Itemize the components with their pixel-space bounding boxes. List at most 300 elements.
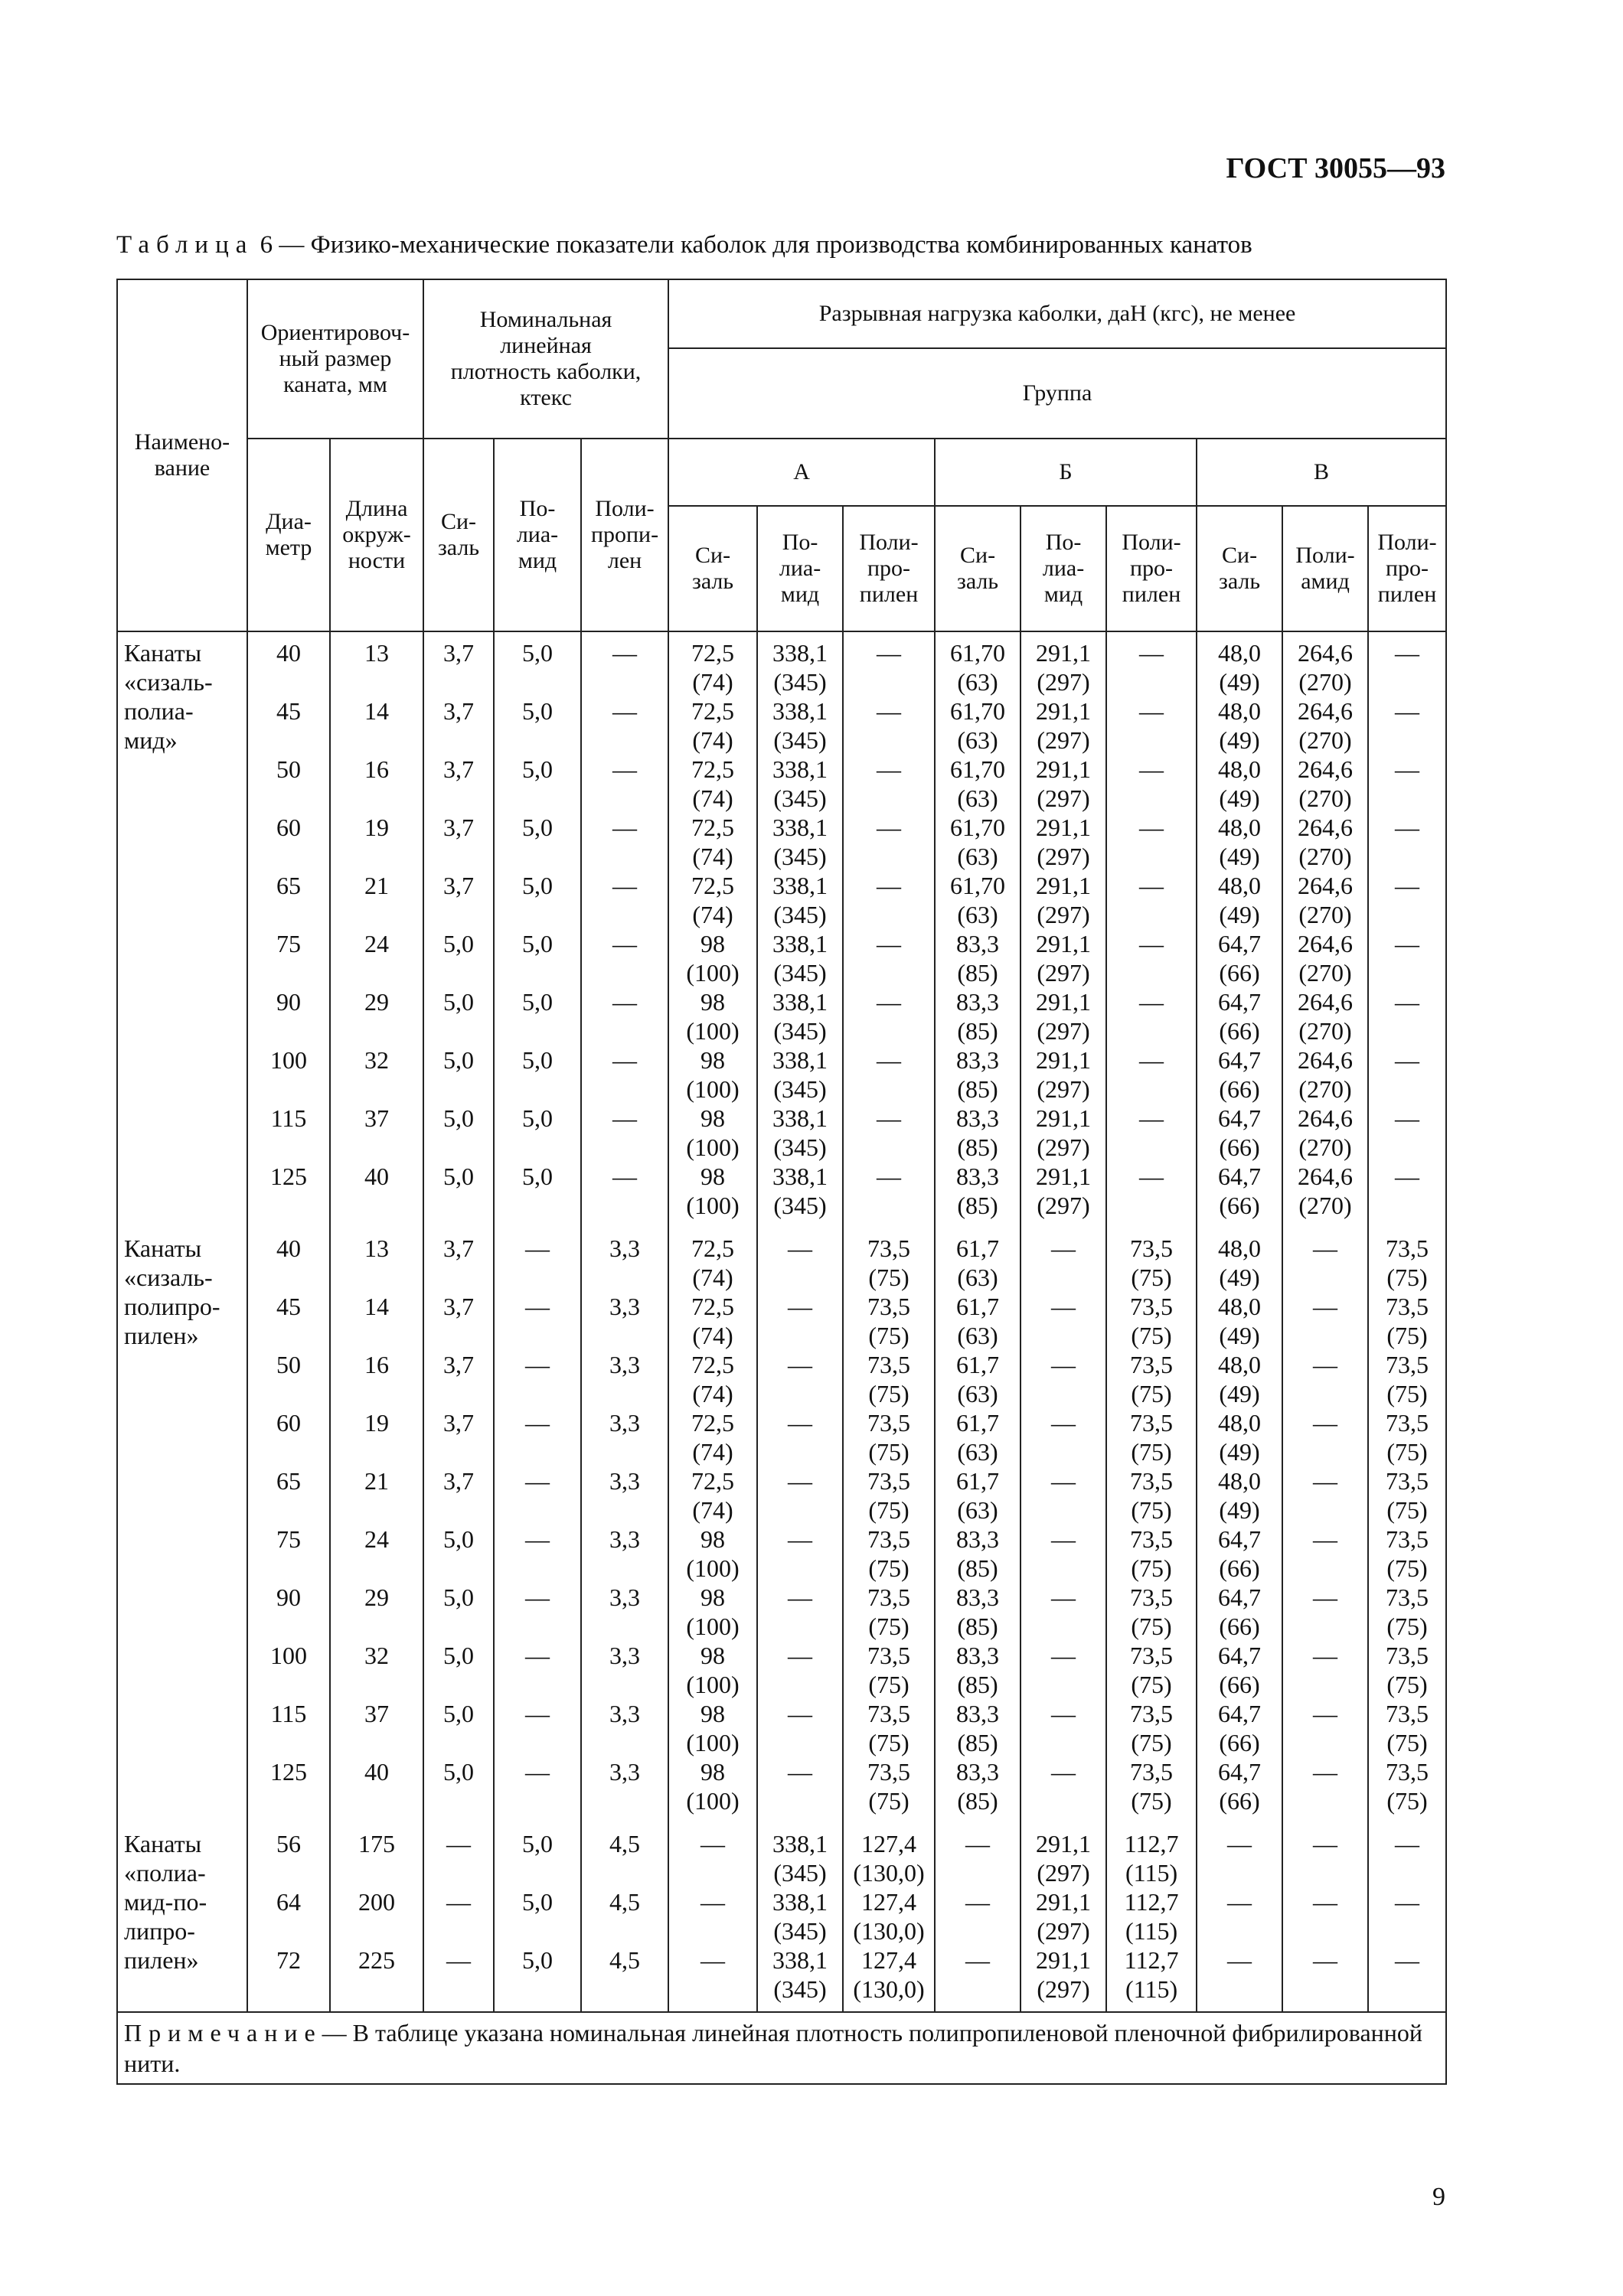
header-group-v: В [1197, 439, 1446, 506]
table-cell: — [1282, 1641, 1368, 1699]
table-cell: — [1282, 1887, 1368, 1945]
table-cell: 83,3 (85) [935, 1045, 1020, 1104]
table-cell: — [494, 1466, 581, 1525]
table-cell: 5,0 [423, 1525, 494, 1583]
table-row [117, 631, 1446, 696]
table-cell: 264,6 (270) [1282, 1104, 1368, 1162]
table-cell: 37 [330, 1699, 423, 1757]
table-cell: 5,0 [423, 1104, 494, 1162]
table-cell: 24 [330, 1525, 423, 1583]
table-cell: 3,7 [423, 1350, 494, 1408]
table-cell: 73,5 (75) [1106, 1583, 1197, 1641]
table-cell: — [935, 1887, 1020, 1945]
table-cell: 264,6 (270) [1282, 755, 1368, 813]
table-cell: — [494, 1641, 581, 1699]
table-cell: 64 [247, 1887, 330, 1945]
table-cell: 60 [247, 813, 330, 871]
table-cell: — [1368, 1945, 1446, 2012]
table-cell: 5,0 [494, 1045, 581, 1104]
table-cell: — [668, 1823, 757, 1887]
table-cell: 73,5 (75) [1106, 1228, 1197, 1292]
table-cell: 72,5 (74) [668, 1408, 757, 1466]
table-cell: 115 [247, 1699, 330, 1757]
table-cell: 83,3 (85) [935, 1699, 1020, 1757]
table-cell: 338,1 (345) [757, 1945, 843, 2012]
table-cell: 338,1 (345) [757, 1162, 843, 1228]
table-cell: — [581, 1045, 668, 1104]
table-cell: 65 [247, 871, 330, 929]
table-row [117, 929, 1446, 987]
table-cell: 5,0 [494, 813, 581, 871]
table-cell: 3,3 [581, 1525, 668, 1583]
table-row [117, 1823, 1446, 1887]
table-cell: 98 (100) [668, 1104, 757, 1162]
table-cell: 73,5 (75) [1368, 1466, 1446, 1525]
table-cell: 14 [330, 696, 423, 755]
table-cell: 200 [330, 1887, 423, 1945]
table-cell: 291,1 (297) [1020, 1104, 1106, 1162]
table-cell: 48,0 (49) [1197, 1292, 1282, 1350]
table-cell: 83,3 (85) [935, 1757, 1020, 1823]
table-cell: — [494, 1408, 581, 1466]
table-cell: 291,1 (297) [1020, 1823, 1106, 1887]
table-cell: — [757, 1408, 843, 1466]
table-cell: 264,6 (270) [1282, 871, 1368, 929]
table-cell: 4,5 [581, 1823, 668, 1887]
table-cell: — [423, 1945, 494, 2012]
table-cell: — [1020, 1757, 1106, 1823]
table-cell: 291,1 (297) [1020, 1045, 1106, 1104]
table-cell: 338,1 (345) [757, 871, 843, 929]
table-cell: — [1106, 987, 1197, 1045]
table-cell: 3,3 [581, 1350, 668, 1408]
table-cell: 16 [330, 755, 423, 813]
header-v-sisal: Си- заль [1197, 506, 1282, 631]
header-density-sisal: Си- заль [423, 439, 494, 631]
table-cell: 5,0 [423, 1162, 494, 1228]
table-cell: 338,1 (345) [757, 929, 843, 987]
table-cell: 5,0 [494, 1104, 581, 1162]
table-cell: 125 [247, 1757, 330, 1823]
table-cell: 73,5 (75) [843, 1641, 935, 1699]
table-cell: 73,5 (75) [1368, 1641, 1446, 1699]
header-group-b: Б [935, 439, 1197, 506]
table-cell: 125 [247, 1162, 330, 1228]
table-row [117, 1162, 1446, 1228]
table-row [117, 1104, 1446, 1162]
table-cell: 40 [330, 1162, 423, 1228]
table-cell: 73,5 (75) [1106, 1641, 1197, 1699]
table-cell: 73,5 (75) [1106, 1757, 1197, 1823]
table-cell: 100 [247, 1641, 330, 1699]
table-cell: 32 [330, 1045, 423, 1104]
table-cell: — [1106, 1045, 1197, 1104]
table-row [117, 987, 1446, 1045]
table-cell: 90 [247, 987, 330, 1045]
table-cell: 175 [330, 1823, 423, 1887]
table-cell: 61,70 (63) [935, 696, 1020, 755]
table-cell: 61,7 (63) [935, 1292, 1020, 1350]
table-cell: 72 [247, 1945, 330, 2012]
table-cell: 72,5 (74) [668, 1466, 757, 1525]
table-cell: 73,5 (75) [1106, 1350, 1197, 1408]
table-cell: — [1197, 1887, 1282, 1945]
table-cell: — [581, 929, 668, 987]
table-cell: 338,1 (345) [757, 813, 843, 871]
table-cell: 3,3 [581, 1408, 668, 1466]
table-cell: 3,3 [581, 1228, 668, 1292]
table-cell: — [843, 871, 935, 929]
table-cell: 73,5 (75) [843, 1350, 935, 1408]
header-name: Наимено- вание [117, 279, 247, 631]
table-cell: 21 [330, 1466, 423, 1525]
header-a-sisal: Си- заль [668, 506, 757, 631]
table-cell: 50 [247, 755, 330, 813]
table-cell: 72,5 (74) [668, 813, 757, 871]
table-cell: 112,7 (115) [1106, 1945, 1197, 2012]
table-cell: 3,7 [423, 1408, 494, 1466]
table-row [117, 1757, 1446, 1823]
table-cell: 338,1 (345) [757, 696, 843, 755]
table-cell: 72,5 (74) [668, 696, 757, 755]
data-table [116, 279, 1447, 2085]
table-cell: 5,0 [423, 987, 494, 1045]
table-cell: — [757, 1583, 843, 1641]
table-cell: 73,5 (75) [1106, 1292, 1197, 1350]
table-cell: 73,5 (75) [843, 1408, 935, 1466]
table-cell: — [1020, 1583, 1106, 1641]
table-cell: 5,0 [423, 1757, 494, 1823]
table-cell: — [494, 1292, 581, 1350]
table-cell: 5,0 [423, 1699, 494, 1757]
table-cell: 73,5 (75) [1106, 1525, 1197, 1583]
table-cell: — [1106, 755, 1197, 813]
table-cell: — [1020, 1292, 1106, 1350]
table-cell: 291,1 (297) [1020, 631, 1106, 696]
table-cell: 291,1 (297) [1020, 755, 1106, 813]
table-cell: 3,3 [581, 1757, 668, 1823]
table-cell: 73,5 (75) [1368, 1292, 1446, 1350]
table-body [117, 631, 1446, 2012]
table-cell: — [1368, 871, 1446, 929]
table-row [117, 1228, 1446, 1292]
table-cell: 83,3 (85) [935, 987, 1020, 1045]
table-cell: — [935, 1823, 1020, 1887]
table-cell: — [581, 871, 668, 929]
table-cell: 16 [330, 1350, 423, 1408]
table-cell: — [1368, 929, 1446, 987]
table-cell: — [494, 1350, 581, 1408]
table-cell: — [1368, 1045, 1446, 1104]
table-cell: — [494, 1525, 581, 1583]
table-cell: — [423, 1887, 494, 1945]
table-cell: 5,0 [494, 1162, 581, 1228]
table-cell: — [581, 1104, 668, 1162]
table-cell: 72,5 (74) [668, 755, 757, 813]
section-name: Канаты «полиа- мид-по- липро- пилен» [117, 1823, 247, 2012]
table-cell: 100 [247, 1045, 330, 1104]
page-number: 9 [1432, 2183, 1445, 2211]
table-cell: — [1282, 1823, 1368, 1887]
table-cell: 64,7 (66) [1197, 987, 1282, 1045]
table-cell: 90 [247, 1583, 330, 1641]
table-cell: — [1282, 1945, 1368, 2012]
table-cell: 3,3 [581, 1292, 668, 1350]
table-cell: — [581, 987, 668, 1045]
table-cell: — [935, 1945, 1020, 2012]
table-cell: 73,5 (75) [1106, 1466, 1197, 1525]
table-cell: — [757, 1757, 843, 1823]
table-cell: — [1368, 813, 1446, 871]
table-cell: 65 [247, 1466, 330, 1525]
table-cell: 13 [330, 1228, 423, 1292]
table-cell: 50 [247, 1350, 330, 1408]
table-cell: 4,5 [581, 1887, 668, 1945]
table-cell: 98 (100) [668, 1757, 757, 1823]
table-row [117, 1045, 1446, 1104]
table-cell: 3,3 [581, 1583, 668, 1641]
table-row [117, 1292, 1446, 1350]
table-cell: 5,0 [494, 871, 581, 929]
table-note [117, 2012, 1446, 2084]
table-cell: 264,6 (270) [1282, 1162, 1368, 1228]
table-cell: — [494, 1757, 581, 1823]
table-cell: — [757, 1466, 843, 1525]
table-cell: 19 [330, 813, 423, 871]
table-cell: 98 (100) [668, 1162, 757, 1228]
table-cell: — [843, 631, 935, 696]
table-cell: 64,7 (66) [1197, 1045, 1282, 1104]
table-cell: 5,0 [494, 631, 581, 696]
table-cell: — [1106, 1162, 1197, 1228]
table-cell: — [843, 1045, 935, 1104]
table-cell: — [1020, 1699, 1106, 1757]
table-cell: 61,70 (63) [935, 871, 1020, 929]
table-cell: 73,5 (75) [1368, 1525, 1446, 1583]
table-cell: — [1368, 631, 1446, 696]
table-cell: 5,0 [423, 1583, 494, 1641]
table-cell: — [1282, 1408, 1368, 1466]
table-cell: 5,0 [494, 1823, 581, 1887]
header-size-group: Ориентировоч- ный размер каната, мм [247, 279, 423, 439]
table-cell: 61,7 (63) [935, 1228, 1020, 1292]
table-row [117, 1350, 1446, 1408]
table-cell: 3,7 [423, 871, 494, 929]
table-cell: — [581, 631, 668, 696]
table-cell: — [843, 929, 935, 987]
table-cell: 338,1 (345) [757, 631, 843, 696]
table-cell: — [1282, 1699, 1368, 1757]
table-cell: 83,3 (85) [935, 1641, 1020, 1699]
table-cell: 40 [247, 631, 330, 696]
table-cell: 338,1 (345) [757, 1887, 843, 1945]
header-b-polyamide: По- лиа- мид [1020, 506, 1106, 631]
table-cell: — [757, 1292, 843, 1350]
table-row [117, 871, 1446, 929]
table-cell: 3,7 [423, 1228, 494, 1292]
table-cell: 48,0 (49) [1197, 1408, 1282, 1466]
table-cell: 61,70 (63) [935, 813, 1020, 871]
table-cell: 72,5 (74) [668, 1228, 757, 1292]
table-cell: 83,3 (85) [935, 929, 1020, 987]
table-cell: 64,7 (66) [1197, 1699, 1282, 1757]
note-label: Примечание [124, 2019, 322, 2047]
table-cell: 64,7 (66) [1197, 1641, 1282, 1699]
table-cell: 48,0 (49) [1197, 1228, 1282, 1292]
table-cell: 29 [330, 987, 423, 1045]
table-cell: 72,5 (74) [668, 1292, 757, 1350]
table-cell: 127,4 (130,0) [843, 1887, 935, 1945]
table-cell: 73,5 (75) [1368, 1583, 1446, 1641]
table-cell: — [494, 1699, 581, 1757]
table-cell: — [1197, 1945, 1282, 2012]
table-row [117, 1641, 1446, 1699]
table-cell: 32 [330, 1641, 423, 1699]
table-cell: 61,70 (63) [935, 755, 1020, 813]
table-cell: 115 [247, 1104, 330, 1162]
table-cell: 291,1 (297) [1020, 929, 1106, 987]
table-cell: — [1020, 1641, 1106, 1699]
table-cell: — [757, 1228, 843, 1292]
table-row [117, 1525, 1446, 1583]
table-cell: 64,7 (66) [1197, 1104, 1282, 1162]
table-cell: 5,0 [494, 1887, 581, 1945]
header-v-polypropylene: Поли- про- пилен [1368, 506, 1446, 631]
table-cell: — [581, 1162, 668, 1228]
table-cell: 29 [330, 1583, 423, 1641]
table-cell: 73,5 (75) [843, 1228, 935, 1292]
table-cell: 5,0 [494, 1945, 581, 2012]
table-cell: 291,1 (297) [1020, 813, 1106, 871]
table-caption-title: 6 — Физико-механические показатели каболок для производства комбинированных канатов [253, 231, 1252, 259]
table-cell: — [1282, 1525, 1368, 1583]
table-cell: 37 [330, 1104, 423, 1162]
table-cell: — [757, 1350, 843, 1408]
document-code: ГОСТ 30055—93 [1226, 152, 1445, 184]
table-cell: 3,7 [423, 813, 494, 871]
table-cell: 264,6 (270) [1282, 696, 1368, 755]
table-cell: — [1282, 1466, 1368, 1525]
table-cell: 24 [330, 929, 423, 987]
table-cell: 21 [330, 871, 423, 929]
table-cell: 3,3 [581, 1641, 668, 1699]
header-group: Группа [668, 348, 1446, 439]
header-density-group: Номинальная линейная плотность каболки, ктекс [423, 279, 668, 439]
table-cell: 5,0 [494, 929, 581, 987]
table-cell: — [1282, 1350, 1368, 1408]
table-cell: — [1368, 1887, 1446, 1945]
table-cell: 3,3 [581, 1699, 668, 1757]
table-cell: 3,7 [423, 1466, 494, 1525]
table-cell: — [423, 1823, 494, 1887]
table-cell: 73,5 (75) [843, 1583, 935, 1641]
table-cell: 98 (100) [668, 1045, 757, 1104]
table-cell: 73,5 (75) [843, 1292, 935, 1350]
table-cell: 127,4 (130,0) [843, 1945, 935, 2012]
table-cell: 4,5 [581, 1945, 668, 2012]
table-cell: 75 [247, 929, 330, 987]
table-cell: 73,5 (75) [843, 1525, 935, 1583]
table-cell: 127,4 (130,0) [843, 1823, 935, 1887]
table-cell: 64,7 (66) [1197, 1757, 1282, 1823]
table-row [117, 1699, 1446, 1757]
table-cell: 98 (100) [668, 1583, 757, 1641]
table-cell: — [1020, 1466, 1106, 1525]
table-cell: 64,7 (66) [1197, 1162, 1282, 1228]
table-cell: 61,7 (63) [935, 1466, 1020, 1525]
table-cell: 338,1 (345) [757, 987, 843, 1045]
table-cell: — [1368, 987, 1446, 1045]
header-breaking-load: Разрывная нагрузка каболки, даН (кгс), не менее [668, 279, 1446, 348]
table-cell: 98 (100) [668, 1641, 757, 1699]
table-cell: — [757, 1525, 843, 1583]
table-cell: 61,70 (63) [935, 631, 1020, 696]
table-row [117, 755, 1446, 813]
table-cell: 60 [247, 1408, 330, 1466]
table-cell: 291,1 (297) [1020, 1162, 1106, 1228]
table-cell: 73,5 (75) [1106, 1408, 1197, 1466]
table-cell: 73,5 (75) [843, 1466, 935, 1525]
table-cell: 5,0 [494, 696, 581, 755]
table-cell: 48,0 (49) [1197, 871, 1282, 929]
table-cell: — [581, 755, 668, 813]
table-cell: — [843, 696, 935, 755]
table-cell: — [1020, 1228, 1106, 1292]
table-cell: — [1020, 1408, 1106, 1466]
table-cell: 3,3 [581, 1466, 668, 1525]
table-cell: 83,3 (85) [935, 1525, 1020, 1583]
table-cell: 73,5 (75) [1368, 1757, 1446, 1823]
table-cell: — [1020, 1350, 1106, 1408]
table-cell: 291,1 (297) [1020, 871, 1106, 929]
table-cell: — [1368, 1104, 1446, 1162]
table-cell: — [1106, 696, 1197, 755]
table-cell: 5,0 [423, 929, 494, 987]
table-row [117, 1466, 1446, 1525]
table-cell: 225 [330, 1945, 423, 2012]
table-cell: — [1282, 1228, 1368, 1292]
header-b-polypropylene: Поли- про- пилен [1106, 506, 1197, 631]
table-cell: 291,1 (297) [1020, 1945, 1106, 2012]
table-cell: 291,1 (297) [1020, 987, 1106, 1045]
table-cell: 98 (100) [668, 1525, 757, 1583]
table-cell: 73,5 (75) [1368, 1350, 1446, 1408]
table-cell: 13 [330, 631, 423, 696]
table-cell: — [843, 813, 935, 871]
table-cell: 40 [247, 1228, 330, 1292]
table-cell: 98 (100) [668, 987, 757, 1045]
table-cell: 291,1 (297) [1020, 696, 1106, 755]
header-b-sisal: Си- заль [935, 506, 1020, 631]
table-cell: 73,5 (75) [1368, 1408, 1446, 1466]
table-row [117, 1945, 1446, 2012]
table-cell: — [581, 813, 668, 871]
header-a-polyamide: По- лиа- мид [757, 506, 843, 631]
table-cell: — [1106, 631, 1197, 696]
table-cell: 64,7 (66) [1197, 1583, 1282, 1641]
table-cell: — [757, 1641, 843, 1699]
table-cell: 73,5 (75) [1106, 1699, 1197, 1757]
table-cell: 338,1 (345) [757, 755, 843, 813]
table-cell: 264,6 (270) [1282, 1045, 1368, 1104]
table-cell: 112,7 (115) [1106, 1823, 1197, 1887]
table-cell: — [494, 1583, 581, 1641]
table-row [117, 1583, 1446, 1641]
header-density-polyamide: По- лиа- мид [494, 439, 581, 631]
table-cell: — [1368, 696, 1446, 755]
table-cell: — [1106, 1104, 1197, 1162]
table-cell: — [843, 755, 935, 813]
